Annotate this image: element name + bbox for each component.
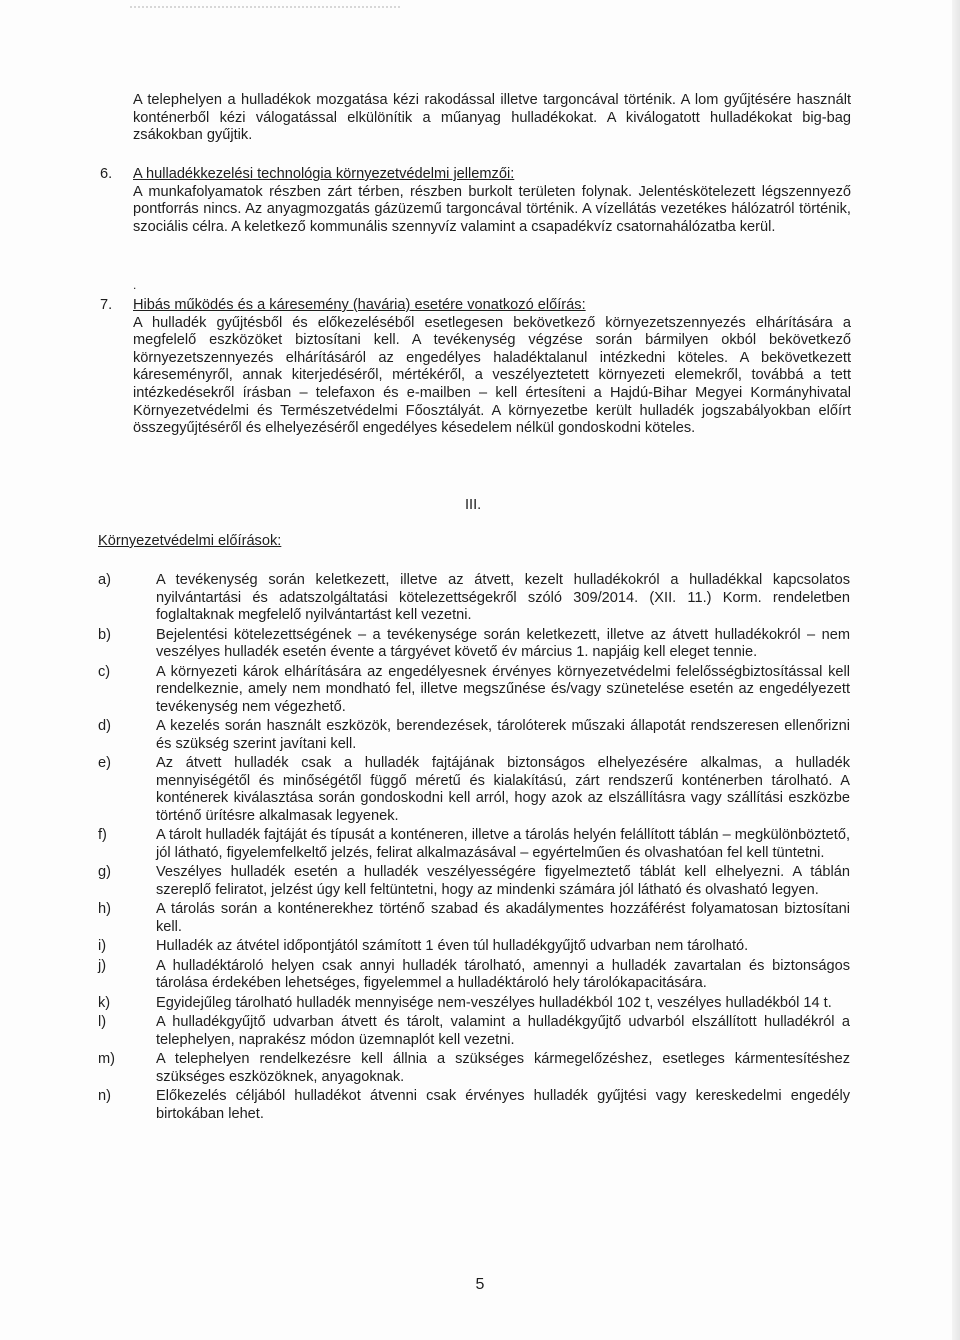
list-item-text: A hulladéktároló helyen csak annyi hulladék tárolható, amennyi a hulladék zavartalan és biztonságos tárolása érdekében lehetséges, figyelemmel a hulladéktároló hely tárolókapacitására. <box>156 957 850 992</box>
list-item-text: Előkezelés céljából hulladékot átvenni csak érvényes hulladék gyűjtési vagy kereskedelmi engedély birtokában lehet. <box>156 1087 850 1122</box>
list-item <box>98 995 850 1013</box>
list-item-label: a) <box>98 572 111 588</box>
list-item-label: f) <box>98 827 107 844</box>
list-item <box>98 958 850 993</box>
list-item-text: A környezeti károk elhárítására az engedélyesnek érvényes környezetvédelmi felelősségbiztosítással kell rendelkeznie, amely nem mondható fel, illetve megszűnése és/vagy szünetelése esetén az engedélyezett tevékenység nem végezhető. <box>156 663 850 715</box>
section-7-number: 7. <box>100 297 113 313</box>
list-item-text: Bejelentési kötelezettségének – a tevékenysége során keletkezett, illetve az átvett hulladékokról – nem veszélyes hulladék esetén évente a tárgyévet követő év március 1. napjáig kell eleget tennie. <box>156 626 850 661</box>
list-item-text: A hulladékgyűjtő udvarban átvett és tárolt, valamint a hulladékgyűjtő udvarból elszállított hulladékról a telephelyen, naprakész módon üzemnaplót kell vezetni. <box>156 1014 850 1048</box>
environmental-rules-list <box>98 572 850 1125</box>
section-6-number: 6. <box>100 166 113 182</box>
list-item-label: m) <box>98 1051 116 1067</box>
list-item-label: j) <box>98 957 107 974</box>
list-item-text: A tárolt hulladék fajtáját és típusát a konténeren, illetve a tárolás helyén felállított táblán – megkülönböztető, jól látható, figyelemfelkeltő jelzés, felirat alkalmazásával – egyértelműen és olvashatóan fel kell tüntetni. <box>156 827 850 861</box>
list-item-label: b) <box>98 626 111 643</box>
list-item <box>98 1088 850 1123</box>
list-item <box>98 901 850 936</box>
section-7 <box>133 297 851 438</box>
list-item-text: Veszélyes hulladék esetén a hulladék veszélyességére figyelmeztető táblát kell elhelyezni. A táblán szereplő feliratot, jelzést úgy kell feltüntetni, hogy az mindenki számára jól látható és olvasható legyen. <box>156 864 850 898</box>
list-item-label: g) <box>98 864 111 881</box>
list-item-label: i) <box>98 938 107 955</box>
scan-edge-shadow <box>952 0 960 1340</box>
list-item-label: n) <box>98 1087 111 1104</box>
faint-header-mark <box>130 6 400 14</box>
list-item <box>98 627 850 662</box>
list-item <box>98 572 850 625</box>
chapter-roman-numeral: III. <box>465 497 482 513</box>
section-7-title: Hibás működés és a káresemény (havária) esetére vonatkozó előírás: <box>133 297 586 313</box>
page-number: 5 <box>475 1276 485 1293</box>
list-item-text: A tárolás során a konténerekhez történő szabad és akadálymentes hozzáférést folyamatosan biztosítani kell. <box>156 901 850 935</box>
list-item <box>98 755 850 825</box>
list-item-text: A tevékenység során keletkezett, illetve az átvett, kezelt hulladékokról a hulladékkal kapcsolatos nyilvántartási és adatszolgáltatási kötelezettségekről szóló 309/2014. (XII. 11.) Korm. rendeletben foglaltaknak megfelelő nyilvántartást kell vezetni. <box>156 572 850 624</box>
list-item-label: k) <box>98 994 111 1011</box>
list-item <box>98 664 850 717</box>
list-item <box>98 864 850 899</box>
section-6 <box>133 166 851 236</box>
list-item-text: A kezelés során használt eszközök, berendezések, tárolóterek műszaki állapotát rendszeresen ellenőrizni és szükség szerint javítani kell. <box>156 718 850 752</box>
section-6-body: A munkafolyamatok részben zárt térben, részben burkolt területen folynak. Jelentéskötelezett légszennyező pontforrás nincs. Az anyagmozgatás gázüzemű targoncával történik. A vízellátás vezetékes hálózatról történik, szociális célra. A keletkező kommunális szennyvíz valamint a csapadékvíz csatornahálózatba kerül. <box>133 183 851 235</box>
section-6-title: A hulladékkezelési technológia környezetvédelmi jellemzői: <box>133 166 515 182</box>
list-item-label: h) <box>98 901 111 918</box>
list-item-text: Az átvett hulladék csak a hulladék fajtájának biztonságos elhelyezésére alkalmas, a hulladék mennyiségétől és minőségétől függő méretű és kialakítású, zárt rendszerű konténerben tárolható. A konténerek kiválasztása során gondoskodni kell arról, hogy azok az elszállításra vagy szállítási eszközbe történő ürítésre alkalmasak legyenek. <box>156 755 850 824</box>
list-item <box>98 827 850 862</box>
list-item-label: c) <box>98 663 111 680</box>
list-item <box>98 1014 850 1049</box>
environmental-rules-heading: Környezetvédelmi előírások: <box>98 533 282 549</box>
list-item-label: l) <box>98 1014 107 1031</box>
intro-paragraph: A telephelyen a hulladékok mozgatása kézi rakodással illetve targoncával történik. A lom gyűjtésére használt konténerből kézi válogatással elkülönítik a műanyag hulladékokat. A kiválogatott hulladékokat big-bag zsákokban gyűjtik. <box>133 92 851 144</box>
list-item-text: A telephelyen rendelkezésre kell állnia a szükséges kármegelőzéshez, esetleges kármentesítéshez szükséges eszközöknek, anyagoknak. <box>156 1051 850 1085</box>
list-item-label: e) <box>98 755 111 772</box>
list-item-text: Egyidejűleg tárolható hulladék mennyisége nem-veszélyes hulladékból 102 t, veszélyes hulladékból 14 t. <box>156 994 832 1011</box>
list-item-text: Hulladék az átvétel időpontjától számított 1 éven túl hulladékgyűjtő udvarban nem tárolható. <box>156 938 749 955</box>
list-item <box>98 938 850 956</box>
list-item <box>98 718 850 753</box>
list-item-label: d) <box>98 718 111 735</box>
list-item <box>98 1051 850 1086</box>
stray-dot: . <box>133 278 137 292</box>
section-7-body: A hulladék gyűjtésből és előkezeléséből esetlegesen bekövetkező környezetszennyezés elhárítására a megfelelő eszközöket biztosítani kell. A tevékenység végzése során bármilyen okból bekövetkező környezetszennyezés elhárításáról az engedélyes haladéktalanul intézkedni köteles. A bekövetkezett káreseményről, annak kiterjedéséről, mértékéről, a veszélyeztetett környezeti elemekről, továbbá a tett intézkedésekről írásban – telefaxon és e-mailben – kell értesíteni a Hajdú-Bihar Megyei Kormányhivatal Környezetvédelmi és Természetvédelmi Főosztályát. A környezetbe került hulladék jogszabályokban előírt összegyűjtéséről és elhelyezéséről engedélyes késedelem nélkül gondoskodni köteles. <box>133 314 851 437</box>
